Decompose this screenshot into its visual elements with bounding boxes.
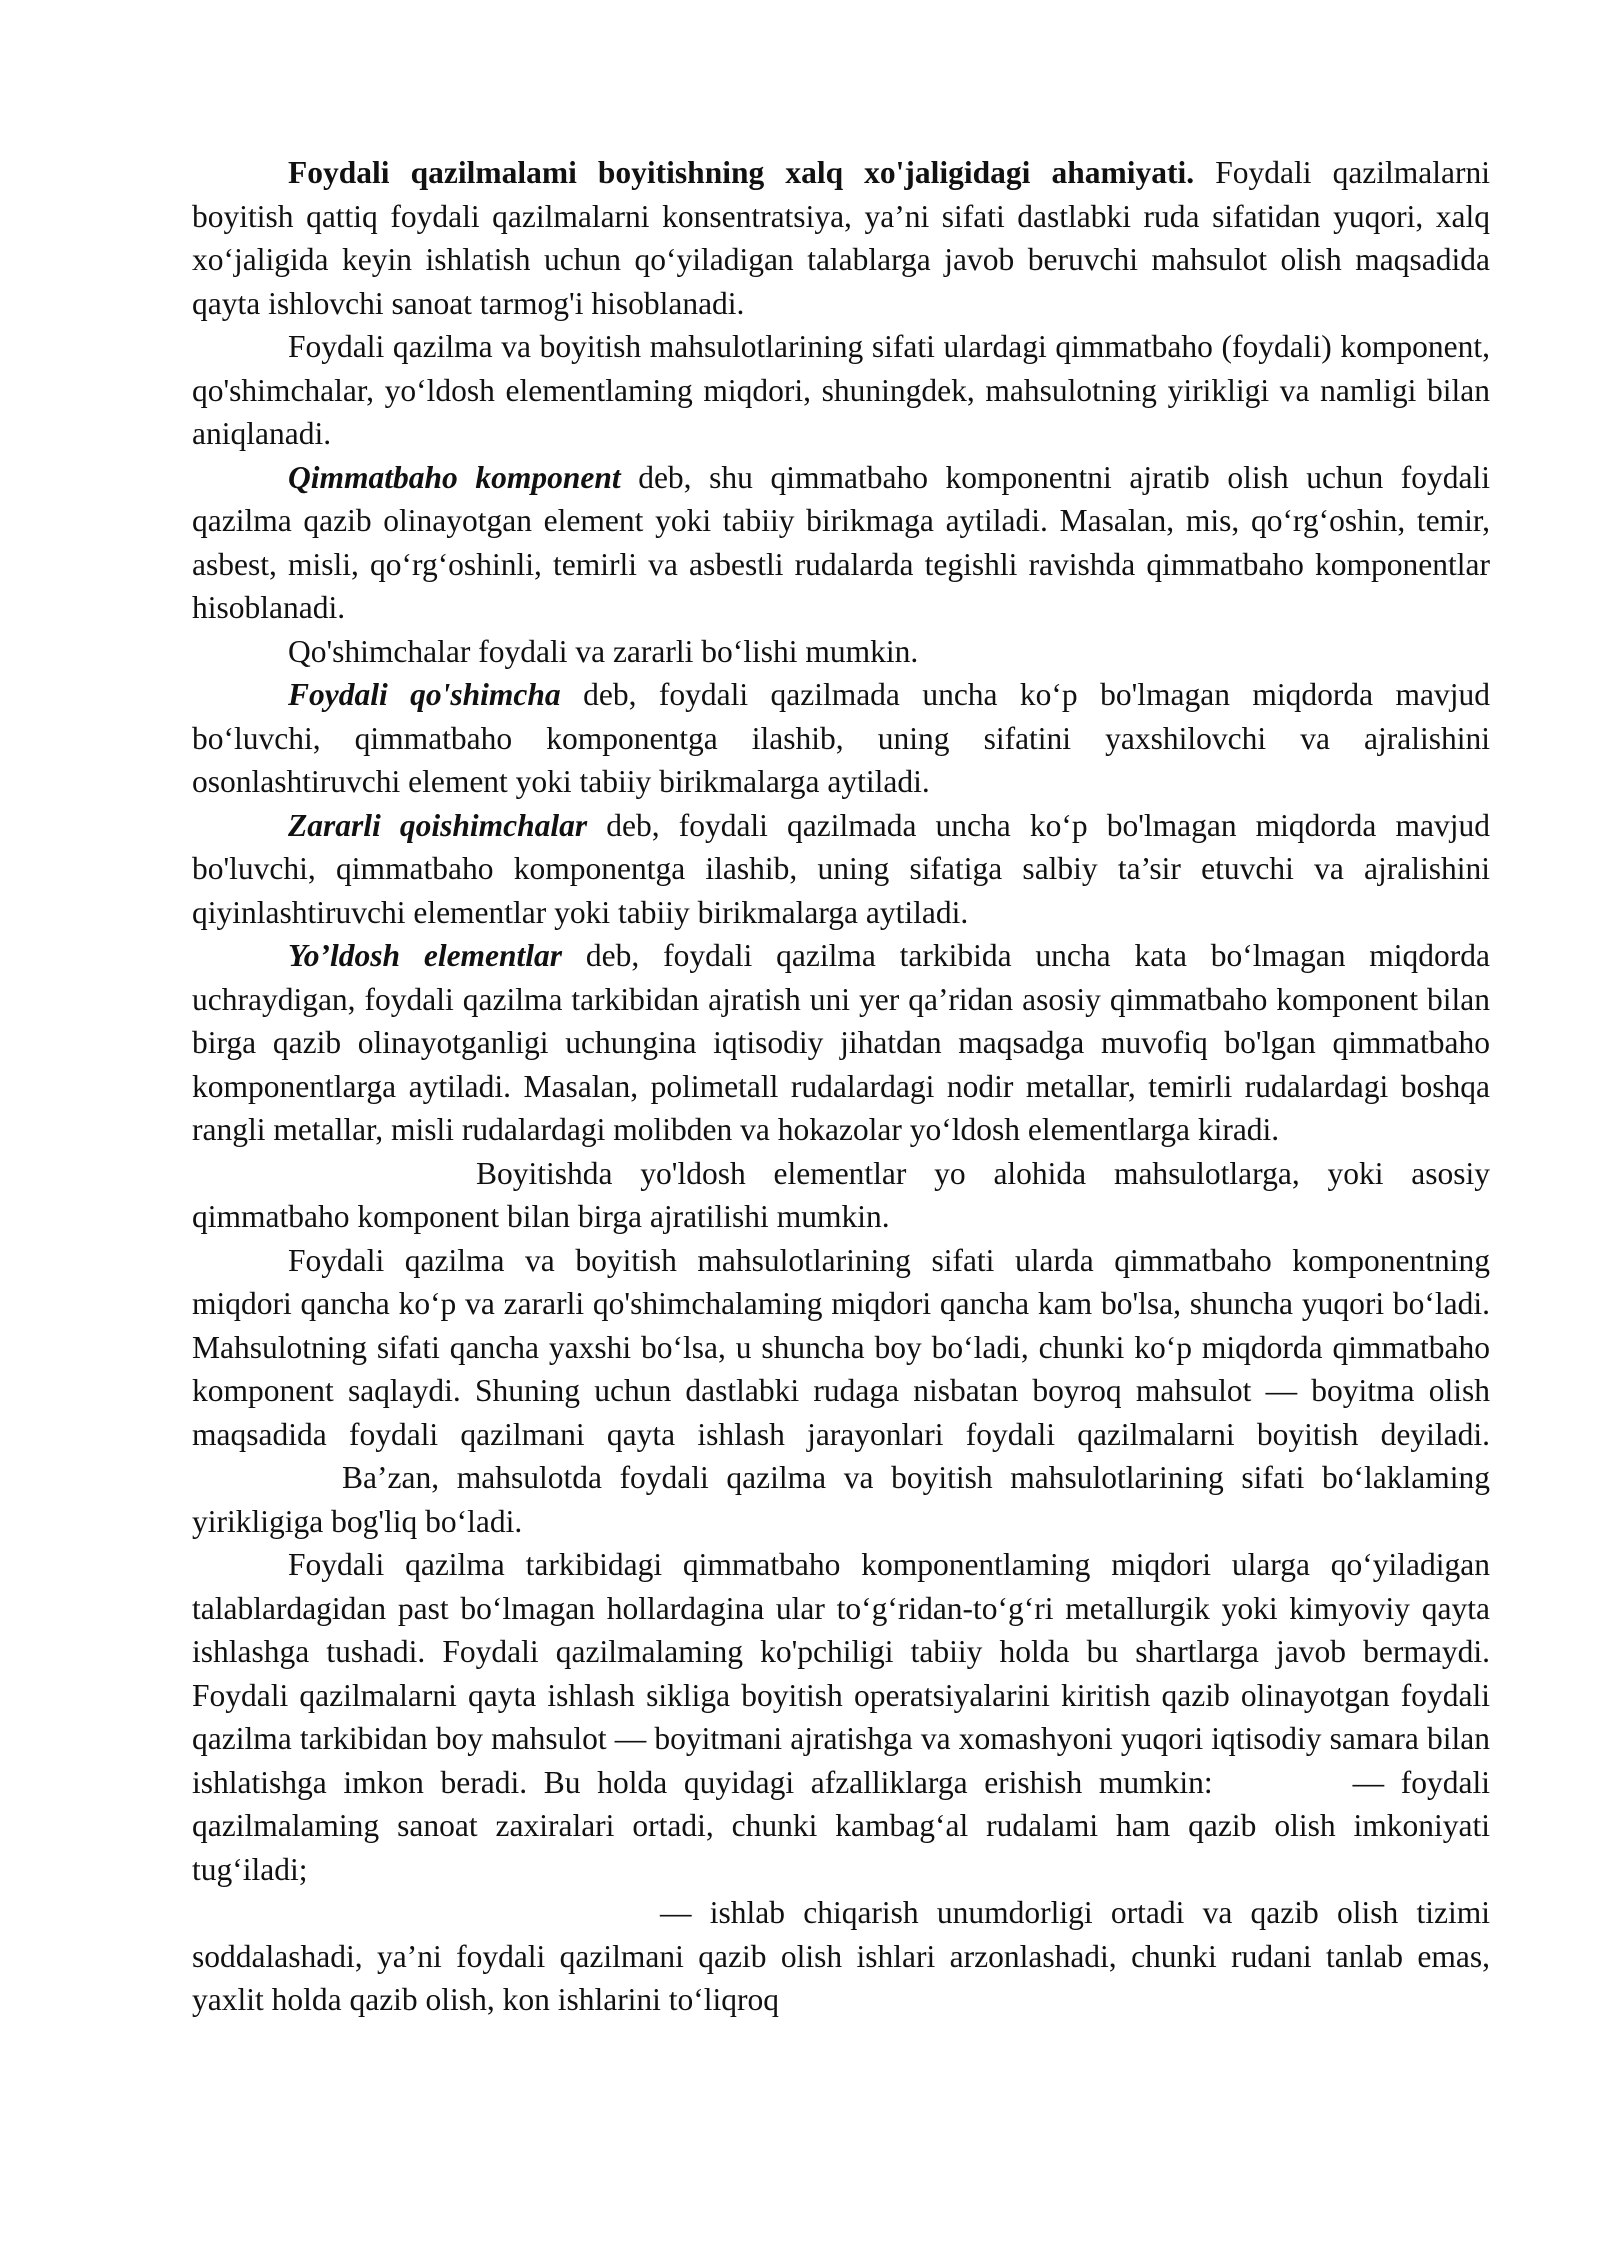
term-harmful-additive: Zararli qoishimchalar [288,807,588,843]
paragraph-enrichment-satellite [192,1152,1490,1239]
list-item-reserves: — foydali qazilmalaming sanoat zaxiralari ortadi, chunki kambag‘al rudalami ham qazib olish imkoniyati tug‘iladi; [192,1764,1490,1887]
paragraph-text: Boyitishda yo'ldosh elementlar yo alohida mahsulotlarga, yoki asosiy qimmatbaho komponent bilan birga ajratilishi mumkin. [192,1155,1490,1234]
paragraph-useful-additive [192,673,1490,804]
paragraph-quality [192,325,1490,456]
paragraph-text: deb, shu qimmatbaho komponentni ajratib olish uchun foydali qazilma qazib olinayotgan element yoki tabiiy birikmaga aytiladi. Masalan, mis, qo‘rg‘oshin, temir, asbest, misli, qo‘rg‘oshinli, temirli va asbestli rudalarda tegishli ravishda qimmatbaho komponentlar hisoblanadi. [192,459,1490,625]
paragraph-intro [192,151,1490,325]
term-satellite-elements: Yo’ldosh elementlar [288,938,563,973]
section-heading: Foydali qazilmalami boyitishning xalq xo'jaligidagi ahamiyati. [288,155,1195,190]
paragraph-valuable-component [192,456,1490,630]
list-item-productivity: — ishlab chiqarish unumdorligi ortadi va qazib olish tizimi soddalashadi, ya’ni foydali qazilmani qazib olish ishlari arzonlashadi, chunki rudani tanlab emas, yaxlit holda qazib olish, kon ishlarini to‘liqroq [192,1895,1490,2017]
paragraph-text: deb, foydali qazilma tarkibida uncha kata bo‘lmagan miqdorda uchraydigan, foydali qazilma tarkibidan ajratish uni yer qa’ridan asosiy qimmatbaho komponent bilan birga qazib olinayotganligi uchungina iqtisodiy jihatdan maqsadga muvofiq bo'lgan qimmatbaho komponentlarga aytiladi. Masalan, polimetall rudalardagi nodir metallar, temirli rudalardagi boshqa rangli metallar, misli rudalardagi molibden va hokazolar yo‘ldosh elementlarga kiradi. [192,938,1491,1147]
paragraph-harmful-additive [192,804,1490,935]
paragraph-text: Foydali qazilmalarni boyitish qattiq foydali qazilmalarni konsentratsiya, ya’ni sifati dastlabki ruda sifatidan yuqori, xalq xo‘jaligida keyin ishlatish uchun qo‘yiladigan talablarga javob beruvchi mahsulot olish maqsadida qayta ishlovchi sanoat tarmog'i hisoblanadi. [192,155,1490,321]
paragraph-text: Foydali qazilma tarkibidagi qimmatbaho komponentlaming miqdori ularga qo‘yiladigan talablardagidan past bo‘lmagan hollardagina ular to‘g‘ridan-to‘g‘ri metallurgik yoki kimyoviy qayta ishlashga tushadi. Foydali qazilmalaming ko'pchiligi tabiiy holda bu shartlarga javob bermaydi. Foydali qazilmalarni qayta ishlash sikliga boyitish operatsiyalarini kiritish qazib olinayotgan foydali qazilma tarkibidan boy mahsulot — boyitmani ajratishga va xomashyoni yuqori iqtisodiy samara bilan ishlatishga imkon beradi. Bu holda quyidagi afzalliklarga erishish mumkin: [192,1547,1490,1800]
paragraph-text: deb, foydali qazilmada uncha ko‘p bo'lmagan miqdorda mavjud bo'luvchi, qimmatbaho komponentga ilashib, uning sifatiga salbiy ta’sir etuvchi va ajralishini qiyinlashtiruvchi elementlar yoki tabiiy birikmalarga aytiladi. [192,807,1490,930]
document-page [192,151,1490,2022]
paragraph-additives [192,630,1490,674]
term-useful-additive: Foydali qo'shimcha [288,677,561,712]
paragraph-text: deb, foydali qazilmada uncha ko‘p bo'lmagan miqdorda mavjud bo‘luvchi, qimmatbaho komponentga ilashib, uning sifatini yaxshilovchi va ajralishini osonlashtiruvchi element yoki tabiiy birikmalarga aytiladi. [192,677,1490,799]
paragraph-text: Ba’zan, mahsulotda foydali qazilma va boyitish mahsulotlarining sifati bo‘laklaming yirikligiga bog'liq bo‘ladi. [192,1460,1490,1539]
paragraph-text: Foydali qazilma va boyitish mahsulotlarining sifati ularda qimmatbaho komponentning miqdori qancha ko‘p va zararli qo'shimchalaming miqdori qancha kam bo'lsa, shuncha yuqori bo‘ladi. Mahsulotning sifati qancha yaxshi bo‘lsa, u shuncha boy bo‘ladi, chunki ko‘p miqdorda qimmatbaho komponent saqlaydi. Shuning uchun dastlabki rudaga nisbatan boyroq mahsulot — boyitma olish maqsadida foydali qazilmani qayta ishlash jarayonlari foydali qazilmalarni boyitish deyiladi. [192,1242,1490,1452]
paragraph-text: Foydali qazilma va boyitish mahsulotlarining sifati ulardagi qimmatbaho (foydali) komponent, qo'shimchalar, yo‘ldosh elementlaming miqdori, shuningdek, mahsulotning yirikligi va namligi bilan aniqlanadi. [192,329,1490,451]
paragraph-satellite-elements [192,934,1490,1152]
paragraph-advantages [192,1543,1490,2022]
term-valuable-component: Qimmatbaho komponent [288,459,621,495]
paragraph-product-quality [192,1239,1490,1544]
paragraph-text: Qo'shimchalar foydali va zararli bo‘lishi mumkin. [288,633,919,669]
